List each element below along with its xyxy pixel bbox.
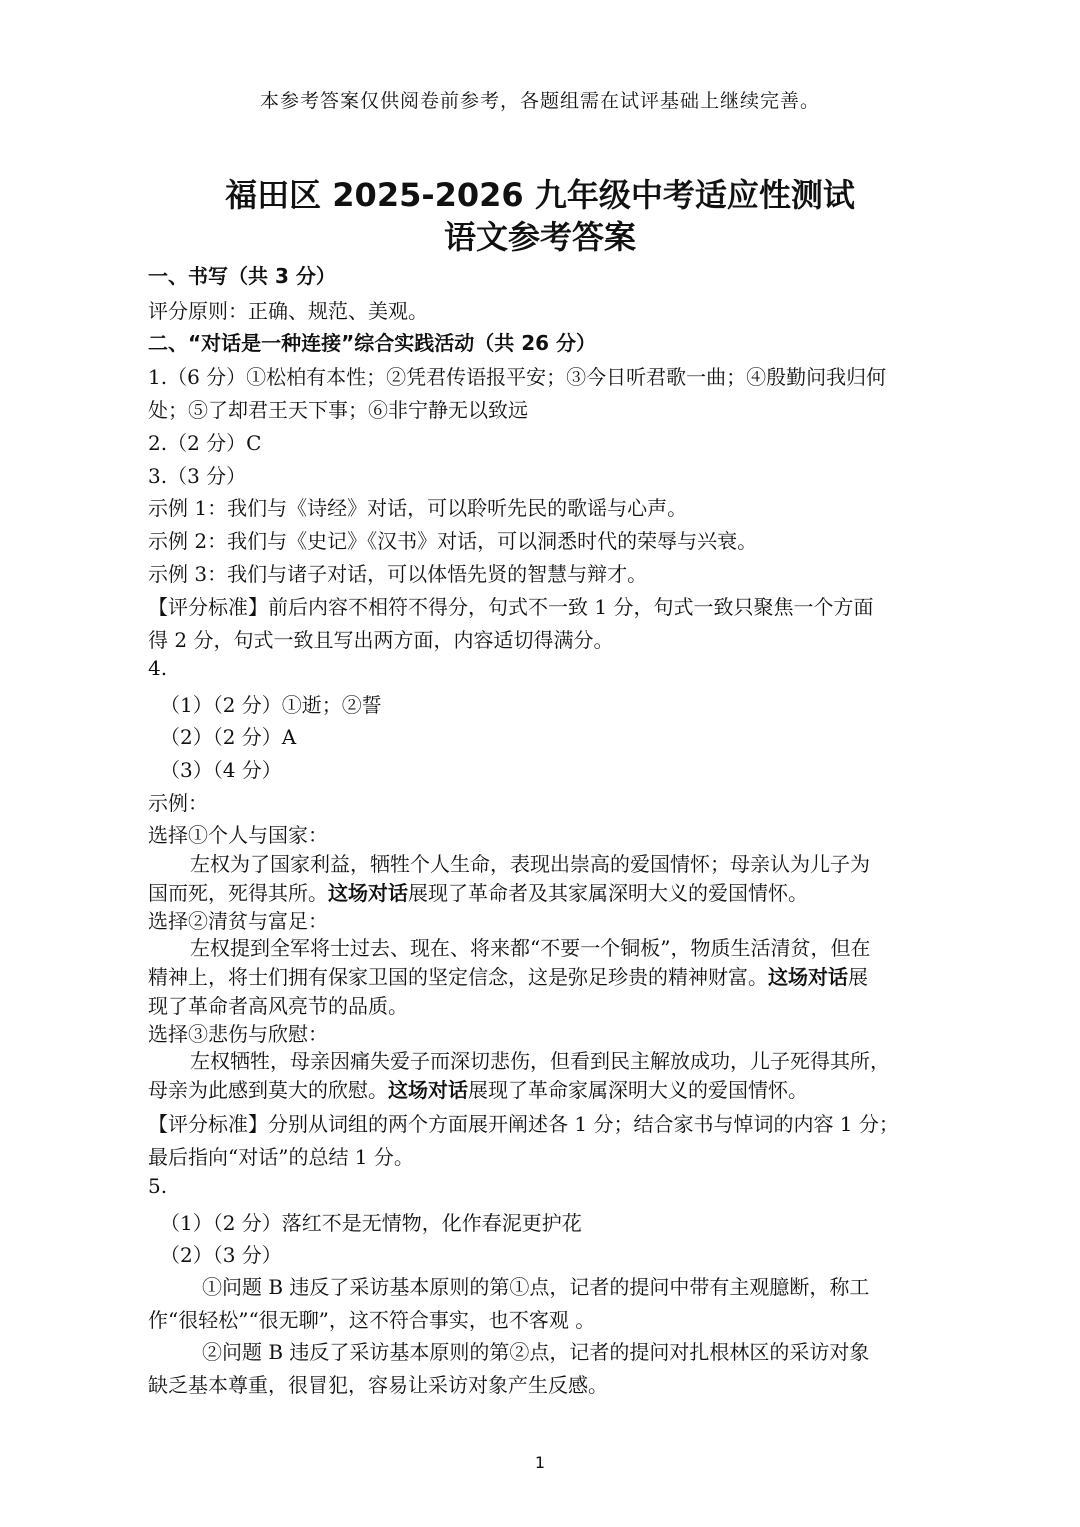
section1-rule: 评分原则：正确、规范、美观。 <box>148 299 428 323</box>
choice2-line2: 精神上，将士们拥有保家卫国的坚定信念，这是弥足珍贵的精神财富。这场对话展 <box>148 965 868 989</box>
q3-standard-line1: 【评分标准】前后内容不相符不得分，句式不一致 1 分，句式一致只聚焦一个方面 <box>148 595 874 619</box>
q4-part1: （1）（2 分）①逝；②誓 <box>160 693 382 717</box>
choice1-line1: 左权为了国家利益，牺牲个人生命，表现出崇高的爱国情怀；母亲认为儿子为 <box>190 852 870 876</box>
q3-example-1: 示例 1：我们与《诗经》对话，可以聆听先民的歌谣与心声。 <box>148 496 688 520</box>
q1-line2: 处；⑤了却君王天下事；⑥非宁静无以致远 <box>148 398 528 422</box>
choice2-line3: 现了革命者高风亮节的品质。 <box>148 994 408 1018</box>
q5-2a-line2: 作“很轻松”“很无聊”，这不符合事实，也不客观 。 <box>148 1308 596 1332</box>
page-number: 1 <box>534 1453 546 1472</box>
choice2-label: 选择②清贫与富足： <box>148 909 328 933</box>
document-subtitle: 语文参考答案 <box>443 218 636 256</box>
q4-standard-line2: 最后指向“对话”的总结 1 分。 <box>148 1145 414 1169</box>
header-note: 本参考答案仅供阅卷前参考，各题组需在试评基础上继续完善。 <box>259 90 820 112</box>
section2-heading: 二、“对话是一种连接”综合实践活动（共 26 分） <box>148 331 597 355</box>
q3-example-2: 示例 2：我们与《史记》《汉书》对话，可以洞悉时代的荣辱与兴衰。 <box>148 529 758 553</box>
choice1-line2: 国而死，死得其所。这场对话展现了革命者及其家属深明大义的爱国情怀。 <box>148 881 808 905</box>
q4-example-label: 示例： <box>148 791 208 815</box>
q3-standard-line2: 得 2 分，句式一致且写出两方面，内容适切得满分。 <box>148 628 614 652</box>
choice2-line1: 左权提到全军将士过去、现在、将来都“不要一个铜板”，物质生活清贫，但在 <box>190 936 871 960</box>
choice3-line1: 左权牺牲，母亲因痛失爱子而深切悲伤，但看到民主解放成功，儿子死得其所， <box>190 1049 890 1073</box>
choice3-label: 选择③悲伤与欣慰： <box>148 1022 328 1046</box>
q5-heading: 5. <box>148 1174 168 1198</box>
choice1-label: 选择①个人与国家： <box>148 823 328 847</box>
q4-standard-line1: 【评分标准】分别从词组的两个方面展开阐述各 1 分；结合家书与悼词的内容 1 分； <box>148 1112 899 1136</box>
q4-part3: （3）（4 分） <box>160 758 282 782</box>
q1-line1: 1.（6 分）①松柏有本性；②凭君传语报平安；③今日听君歌一曲；④殷勤问我归何 <box>148 365 887 389</box>
document-title: 福田区 2025-2026 九年级中考适应性测试 <box>225 176 855 214</box>
q5-2b-line2: 缺乏基本尊重，很冒犯，容易让采访对象产生反感。 <box>148 1373 608 1397</box>
q3-heading: 3.（3 分） <box>148 464 247 488</box>
q4-heading: 4. <box>148 656 168 680</box>
q2-answer: 2.（2 分）C <box>148 431 262 455</box>
q5-2a-line1: ①问题 B 违反了采访基本原则的第①点，记者的提问中带有主观臆断，称工 <box>202 1275 870 1299</box>
choice3-line2: 母亲为此感到莫大的欣慰。这场对话展现了革命家属深明大义的爱国情怀。 <box>148 1078 808 1102</box>
q4-part2: （2）（2 分）A <box>160 725 297 749</box>
q5-part1: （1）（2 分）落红不是无情物，化作春泥更护花 <box>160 1211 582 1235</box>
q3-example-3: 示例 3：我们与诸子对话，可以体悟先贤的智慧与辩才。 <box>148 562 648 586</box>
section1-heading: 一、书写（共 3 分） <box>148 264 336 288</box>
q5-part2: （2）（3 分） <box>160 1243 282 1267</box>
q5-2b-line1: ②问题 B 违反了采访基本原则的第②点，记者的提问对扎根林区的采访对象 <box>202 1340 870 1364</box>
